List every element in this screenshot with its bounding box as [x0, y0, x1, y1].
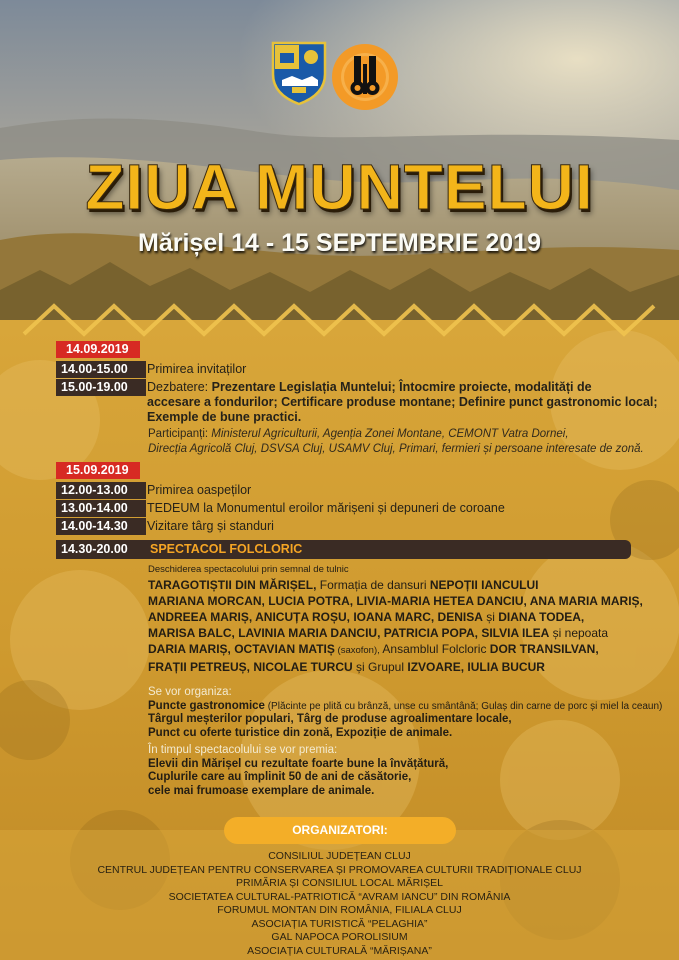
day1-date-badge: 14.09.2019: [56, 341, 140, 358]
page-title: ZIUA MUNTELUI: [85, 151, 594, 223]
schedule-row: [56, 379, 666, 427]
day2-date-badge: 15.09.2019: [56, 462, 140, 479]
time-badge: 13.00-14.00: [56, 500, 146, 517]
crest-emblem-icon: [270, 40, 328, 106]
schedule-text: Primirea invitaților: [147, 362, 247, 376]
list-item: Punct cu oferte turistice din zonă, Expoziție de animale.: [148, 726, 453, 739]
list-item: TARAGOTIȘTII DIN MĂRIȘEL, Formația de dansuri NEPOȚII IANCULUI: [148, 578, 539, 592]
time-badge: 15.00-19.00: [56, 379, 146, 396]
list-item: SOCIETATEA CULTURAL-PATRIOTICĂ “AVRAM IANCU” DIN ROMÂNIA: [168, 890, 511, 903]
participants-text: Participanți: Ministerul Agriculturii, Agenția Zonei Montane, CEMONT Vatra Dornei, Direcția Agricolă Cluj, DSVSA Cluj, USAMV Cluj, Primari, fermieri și persoane interesate de zonă.: [148, 428, 644, 455]
list-item: Târgul meșterilor populari, Târg de produse agroalimentare locale,: [148, 713, 512, 726]
schedule-text: TEDEUM la Monumentul eroilor mărișeni și depuneri de coroane: [147, 501, 505, 515]
list-item: FORUMUL MONTAN DIN ROMÂNIA, FILIALA CLUJ: [217, 904, 462, 916]
time-badge: 14.00-14.30: [56, 518, 146, 535]
artists-lineup: [148, 563, 668, 675]
list-item: ANDREEA MARIȘ, ANICUȚA ROȘU, IOANA MARC, DENISA și DIANA TODEA,: [148, 610, 585, 624]
list-item: Puncte gastronomice (Plăcinte pe plită cu brânză, unse cu smântână; Gulaș din carne de porc și miel la ceaun): [148, 699, 663, 712]
event-date-subtitle: Mărișel 14 - 15 SEPTEMBRIE 2019: [138, 229, 541, 257]
list-item: Elevii din Mărișel cu rezultate foarte bune la învățătură,: [148, 757, 449, 770]
opening-note: Deschiderea spectacolului prin semnal de tulnic: [148, 564, 349, 575]
list-item: ASOCIAȚIA CULTURALĂ “MĂRIȘANA”: [247, 944, 432, 957]
schedule-row: [56, 361, 666, 378]
awards-heading: În timpul spectacolului se vor premia:: [148, 744, 338, 756]
folk-show-label: SPECTACOL FOLCLORIC: [150, 542, 303, 556]
time-badge: 14.00-15.00: [56, 361, 146, 378]
schedule-row: [56, 500, 666, 517]
list-item: FRAȚII PETREUȘ, NICOLAE TURCU și Grupul IZVOARE, IULIA BUCUR: [148, 660, 545, 674]
schedule-text: Primirea oaspeților: [147, 483, 252, 497]
list-item: MARISA BALC, LAVINIA MARIA DANCIU, PATRICIA POPA, SILVIA ILEA și nepoata: [148, 626, 609, 640]
time-badge: 14.30-20.00: [61, 542, 128, 556]
schedule-text: Vizitare târg și standuri: [147, 519, 274, 533]
list-item: CONSILIUL JUDEȚEAN CLUJ: [268, 850, 411, 862]
organize-section: [148, 686, 668, 740]
organizers-list: [0, 850, 679, 958]
list-item: GAL NAPOCA POROLISIUM: [271, 931, 408, 943]
cultural-center-emblem-icon: [330, 42, 400, 112]
schedule-row: [56, 518, 666, 535]
list-item: ASOCIAȚIA TURISTICĂ “PELAGHIA”: [251, 917, 428, 930]
schedule-row: [56, 482, 666, 499]
list-item: Cuplurile care au împlinit 50 de ani de căsătorie,: [148, 771, 412, 784]
time-badge: 12.00-13.00: [56, 482, 146, 499]
list-item: DARIA MARIȘ, OCTAVIAN MATIȘ (saxofon), Ansamblul Folcloric DOR TRANSILVAN,: [148, 642, 599, 656]
awards-section: [148, 744, 668, 798]
list-item: CENTRUL JUDEȚEAN PENTRU CONSERVAREA ȘI PROMOVAREA CULTURII TRADIȚIONALE CLUJ: [97, 863, 582, 876]
list-item: PRIMĂRIA ȘI CONSILIUL LOCAL MĂRIȘEL: [236, 877, 443, 889]
organize-heading: Se vor organiza:: [148, 686, 232, 698]
folk-show-bar: [56, 540, 631, 559]
organizers-heading: ORGANIZATORI:: [224, 817, 456, 844]
debate-text: Dezbatere: Prezentare Legislația Muntelui; Întocmire proiecte, modalități de accesare a fondurilor; Certificare produse montane; Definire punct gastronomic local; Exemple de bune practici.: [147, 380, 658, 424]
list-item: MARIANA MORCAN, LUCIA POTRA, LIVIA-MARIA HETEA DANCIU, ANA MARIA MARIȘ,: [148, 594, 643, 608]
list-item: cele mai frumoase exemplare de animale.: [148, 784, 375, 797]
